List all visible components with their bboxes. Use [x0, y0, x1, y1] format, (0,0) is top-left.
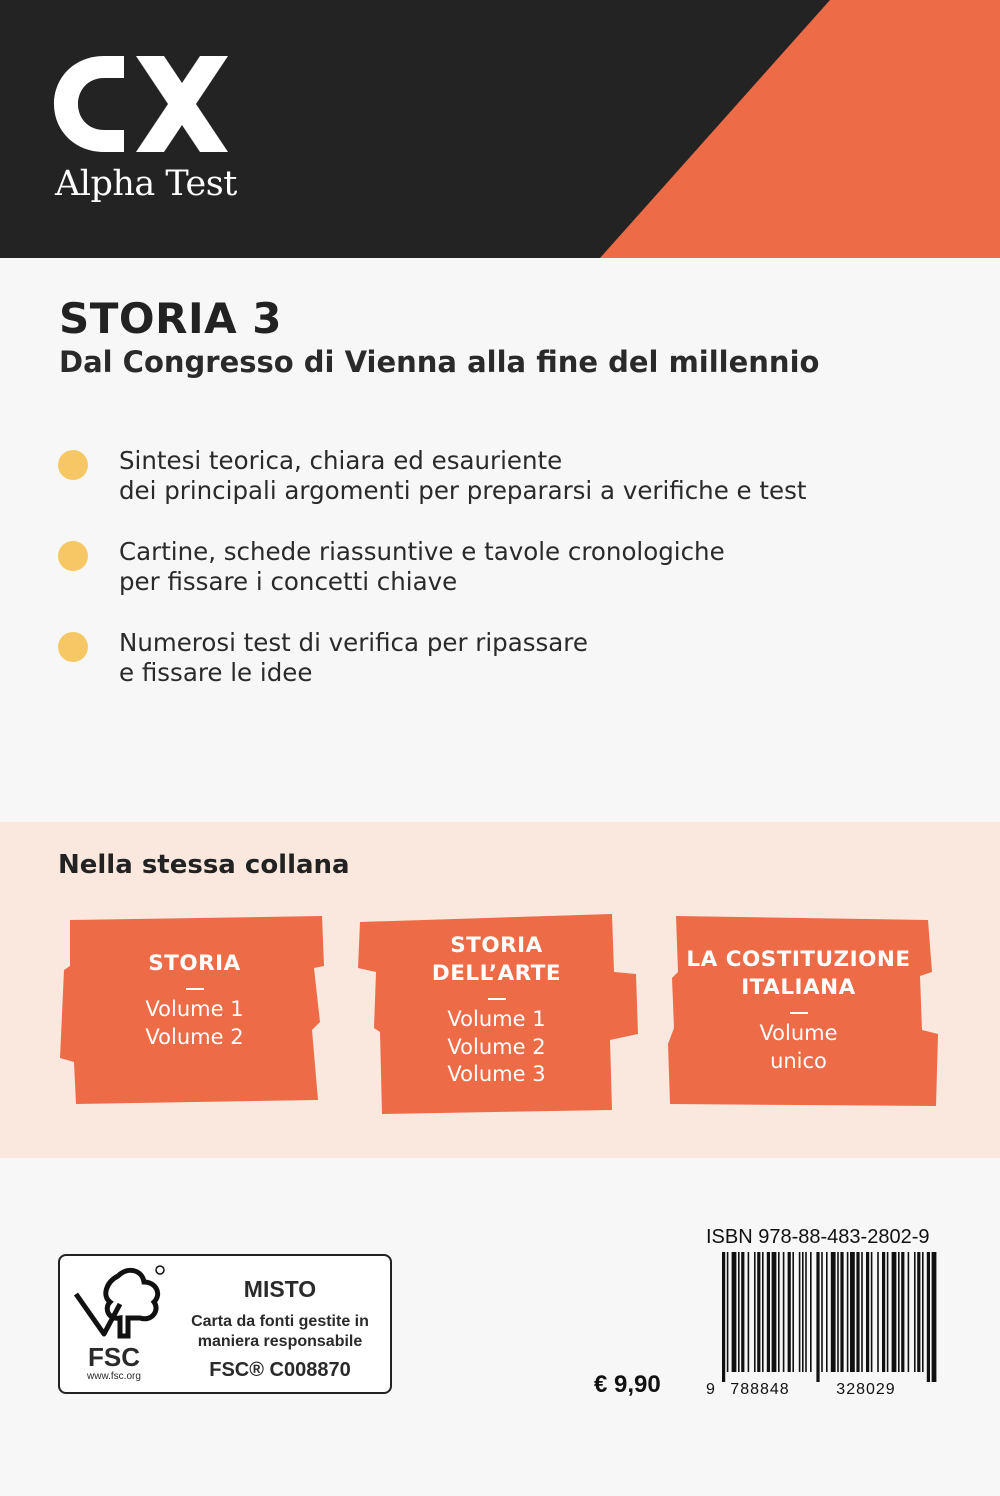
barcode-bar	[767, 1252, 770, 1372]
barcode-bar	[840, 1252, 843, 1372]
card-title: STORIA DELL’ARTE	[431, 933, 562, 986]
barcode-bar	[738, 1252, 740, 1372]
barcode-bar	[810, 1252, 812, 1372]
bullet-icon	[57, 632, 89, 662]
barcode-bar	[722, 1252, 725, 1382]
barcode-bar	[762, 1252, 764, 1372]
barcode-bar	[908, 1252, 910, 1372]
barcode-bar	[866, 1252, 869, 1372]
feature-text: Sintesi teorica, chiara ed esauriente dei principali argomenti per prepararsi a verifiche e test	[119, 446, 807, 505]
barcode-bar	[898, 1252, 900, 1372]
divider	[790, 1012, 808, 1014]
barcode-lead-digit: 9	[706, 1381, 715, 1398]
barcode-bar	[783, 1252, 785, 1372]
barcode-bar	[847, 1252, 849, 1372]
barcode-bar	[727, 1252, 729, 1372]
barcode-bar	[831, 1252, 836, 1372]
bullet-icon	[57, 450, 89, 480]
barcode-bar	[882, 1252, 885, 1372]
card-volume: Volume 2	[145, 1024, 244, 1049]
feature-text: Cartine, schede riassuntive e tavole cronologiche per fissare i concetti chiave	[119, 537, 725, 596]
series-card-storia-arte	[354, 912, 639, 1122]
cover-header	[0, 0, 1000, 258]
fsc-label	[58, 1254, 392, 1394]
barcode-left-digits: 788848	[730, 1381, 790, 1398]
barcode	[706, 1252, 938, 1398]
barcode-bar	[772, 1252, 777, 1372]
fsc-code: FSC® C008870	[209, 1359, 351, 1381]
barcode-bar	[799, 1252, 801, 1372]
series-card-storia	[52, 912, 337, 1122]
barcode-bar	[861, 1252, 863, 1372]
barcode-bar	[826, 1252, 828, 1372]
barcode-bar	[914, 1252, 916, 1372]
brand-name: Alpha Test	[55, 164, 237, 204]
fsc-category: MISTO	[243, 1276, 317, 1302]
card-volume: Volume 1	[145, 997, 244, 1021]
barcode-bar	[732, 1252, 737, 1372]
fsc-word: FSC	[88, 1342, 140, 1372]
series-heading: Nella stessa collana	[58, 850, 350, 880]
barcode-bar	[932, 1252, 937, 1382]
barcode-bar	[850, 1252, 855, 1372]
barcode-bar	[837, 1252, 839, 1372]
barcode-bar	[922, 1252, 924, 1372]
barcode-bar	[901, 1252, 904, 1372]
card-volume: Volume 2	[447, 1034, 546, 1059]
divider	[186, 988, 204, 990]
card-title: LA COSTITUZIONE ITALIANA	[686, 947, 911, 1000]
card-volume: Volume	[759, 1021, 838, 1045]
barcode-bar	[757, 1252, 760, 1372]
barcode-bar	[788, 1252, 791, 1372]
card-title: STORIA	[148, 951, 241, 976]
barcode-bar	[805, 1252, 807, 1372]
fsc-tree-icon	[68, 1264, 168, 1346]
bullet-icon	[57, 541, 89, 571]
barcode-bar	[802, 1252, 804, 1372]
card-volume: Volume 1	[447, 1007, 546, 1031]
barcode-bar	[741, 1252, 744, 1372]
barcode-bar	[917, 1252, 920, 1372]
price: € 9,90	[594, 1371, 661, 1398]
barcode-bar	[821, 1252, 823, 1372]
book-subtitle: Dal Congresso di Vienna alla fine del millennio	[59, 345, 820, 379]
feature-text: Numerosi test di verifica per ripassare e fissare le idee	[119, 628, 588, 687]
barcode-bar	[927, 1252, 930, 1382]
barcode-bar	[748, 1252, 750, 1372]
barcode-bar	[792, 1252, 794, 1372]
isbn-text: ISBN 978-88-483-2802-9	[706, 1226, 930, 1248]
divider	[488, 998, 506, 1000]
barcode-bar	[877, 1252, 879, 1372]
card-volume: unico	[770, 1048, 827, 1073]
barcode-bar	[754, 1252, 756, 1372]
fsc-site: www.fsc.org	[87, 1371, 141, 1382]
barcode-bar	[871, 1252, 873, 1372]
series-section	[0, 822, 1000, 1158]
barcode-bar	[816, 1252, 819, 1382]
alpha-logo-icon	[52, 54, 228, 154]
fsc-description: Carta da fonti gestite in maniera responsabile	[191, 1313, 369, 1350]
series-card-costituzione	[656, 912, 941, 1122]
card-volume: Volume 3	[447, 1062, 546, 1086]
barcode-right-digits: 328029	[836, 1381, 896, 1398]
barcode-bar	[892, 1252, 897, 1372]
book-title: STORIA 3	[59, 294, 282, 343]
barcode-bar	[778, 1252, 780, 1372]
barcode-bars	[722, 1252, 936, 1382]
barcode-bar	[887, 1252, 889, 1372]
barcode-bar	[856, 1252, 859, 1372]
